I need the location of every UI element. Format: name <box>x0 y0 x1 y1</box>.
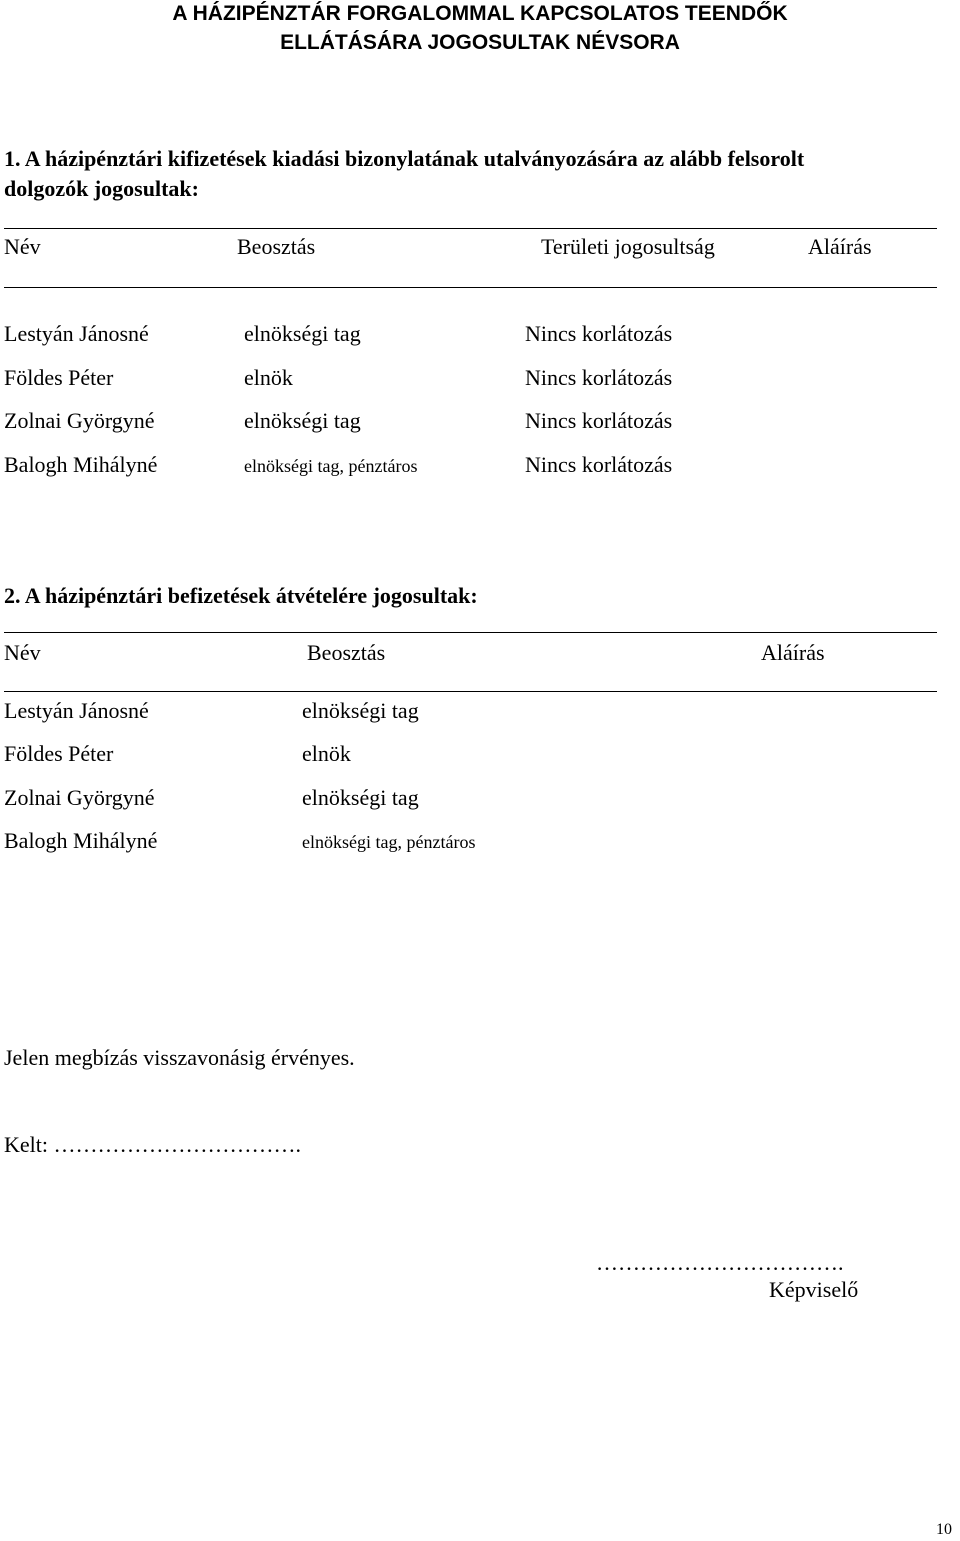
row-position: elnökségi tag <box>302 698 419 723</box>
row-position: elnökségi tag <box>302 785 419 810</box>
row-position: elnökségi tag <box>244 408 361 433</box>
row-scope: Nincs korlátozás <box>525 365 673 390</box>
document-title-line-2: ELLÁTÁSÁRA JOGOSULTAK NÉVSORA <box>280 31 680 54</box>
section-1-header-top-rule <box>4 228 937 229</box>
row-scope: Nincs korlátozás <box>525 452 673 477</box>
row-scope: Nincs korlátozás <box>525 321 673 346</box>
row-position: elnökségi tag, pénztáros <box>302 832 476 852</box>
row-name: Balogh Mihályné <box>4 452 158 477</box>
section-1-header-name: Név <box>4 234 41 259</box>
row-position: elnökségi tag, pénztáros <box>244 456 418 476</box>
section-2-header-signature: Aláírás <box>761 640 825 665</box>
row-position: elnök <box>244 365 293 390</box>
row-name: Lestyán Jánosné <box>4 321 149 346</box>
section-1-header-position: Beosztás <box>237 234 316 259</box>
row-name: Földes Péter <box>4 741 114 766</box>
signature-line: ……………………………. <box>596 1250 844 1275</box>
section-1-heading-continued: dolgozók jogosultak: <box>4 176 199 201</box>
row-name: Zolnai Györgyné <box>4 408 155 433</box>
validity-statement: Jelen megbízás visszavonásig érvényes. <box>4 1045 355 1070</box>
section-2-header-position: Beosztás <box>307 640 386 665</box>
signature-label: Képviselő <box>769 1277 859 1302</box>
section-2-header-name: Név <box>4 640 41 665</box>
row-name: Lestyán Jánosné <box>4 698 149 723</box>
row-name: Zolnai Györgyné <box>4 785 155 810</box>
page-number: 10 <box>936 1521 952 1538</box>
row-scope: Nincs korlátozás <box>525 408 673 433</box>
row-name: Balogh Mihályné <box>4 828 158 853</box>
section-1-header-signature: Aláírás <box>808 234 872 259</box>
section-2-header-bottom-rule <box>4 691 937 692</box>
section-2-heading: 2. A házipénztári befizetések átvételére jogosultak: <box>4 583 478 608</box>
section-1-heading: 1. A házipénztári kifizetések kiadási bizonylatának utalványozására az alább felsorolt <box>4 146 805 171</box>
section-2-header-top-rule <box>4 632 937 633</box>
row-position: elnök <box>302 741 351 766</box>
row-position: elnökségi tag <box>244 321 361 346</box>
section-1-header-scope: Területi jogosultság <box>541 234 715 259</box>
document-title-line-1: A HÁZIPÉNZTÁR FORGALOMMAL KAPCSOLATOS TEENDŐK <box>172 2 788 25</box>
date-field: Kelt: ……………………………. <box>4 1132 301 1157</box>
section-1-header-bottom-rule <box>4 287 937 288</box>
row-name: Földes Péter <box>4 365 114 390</box>
